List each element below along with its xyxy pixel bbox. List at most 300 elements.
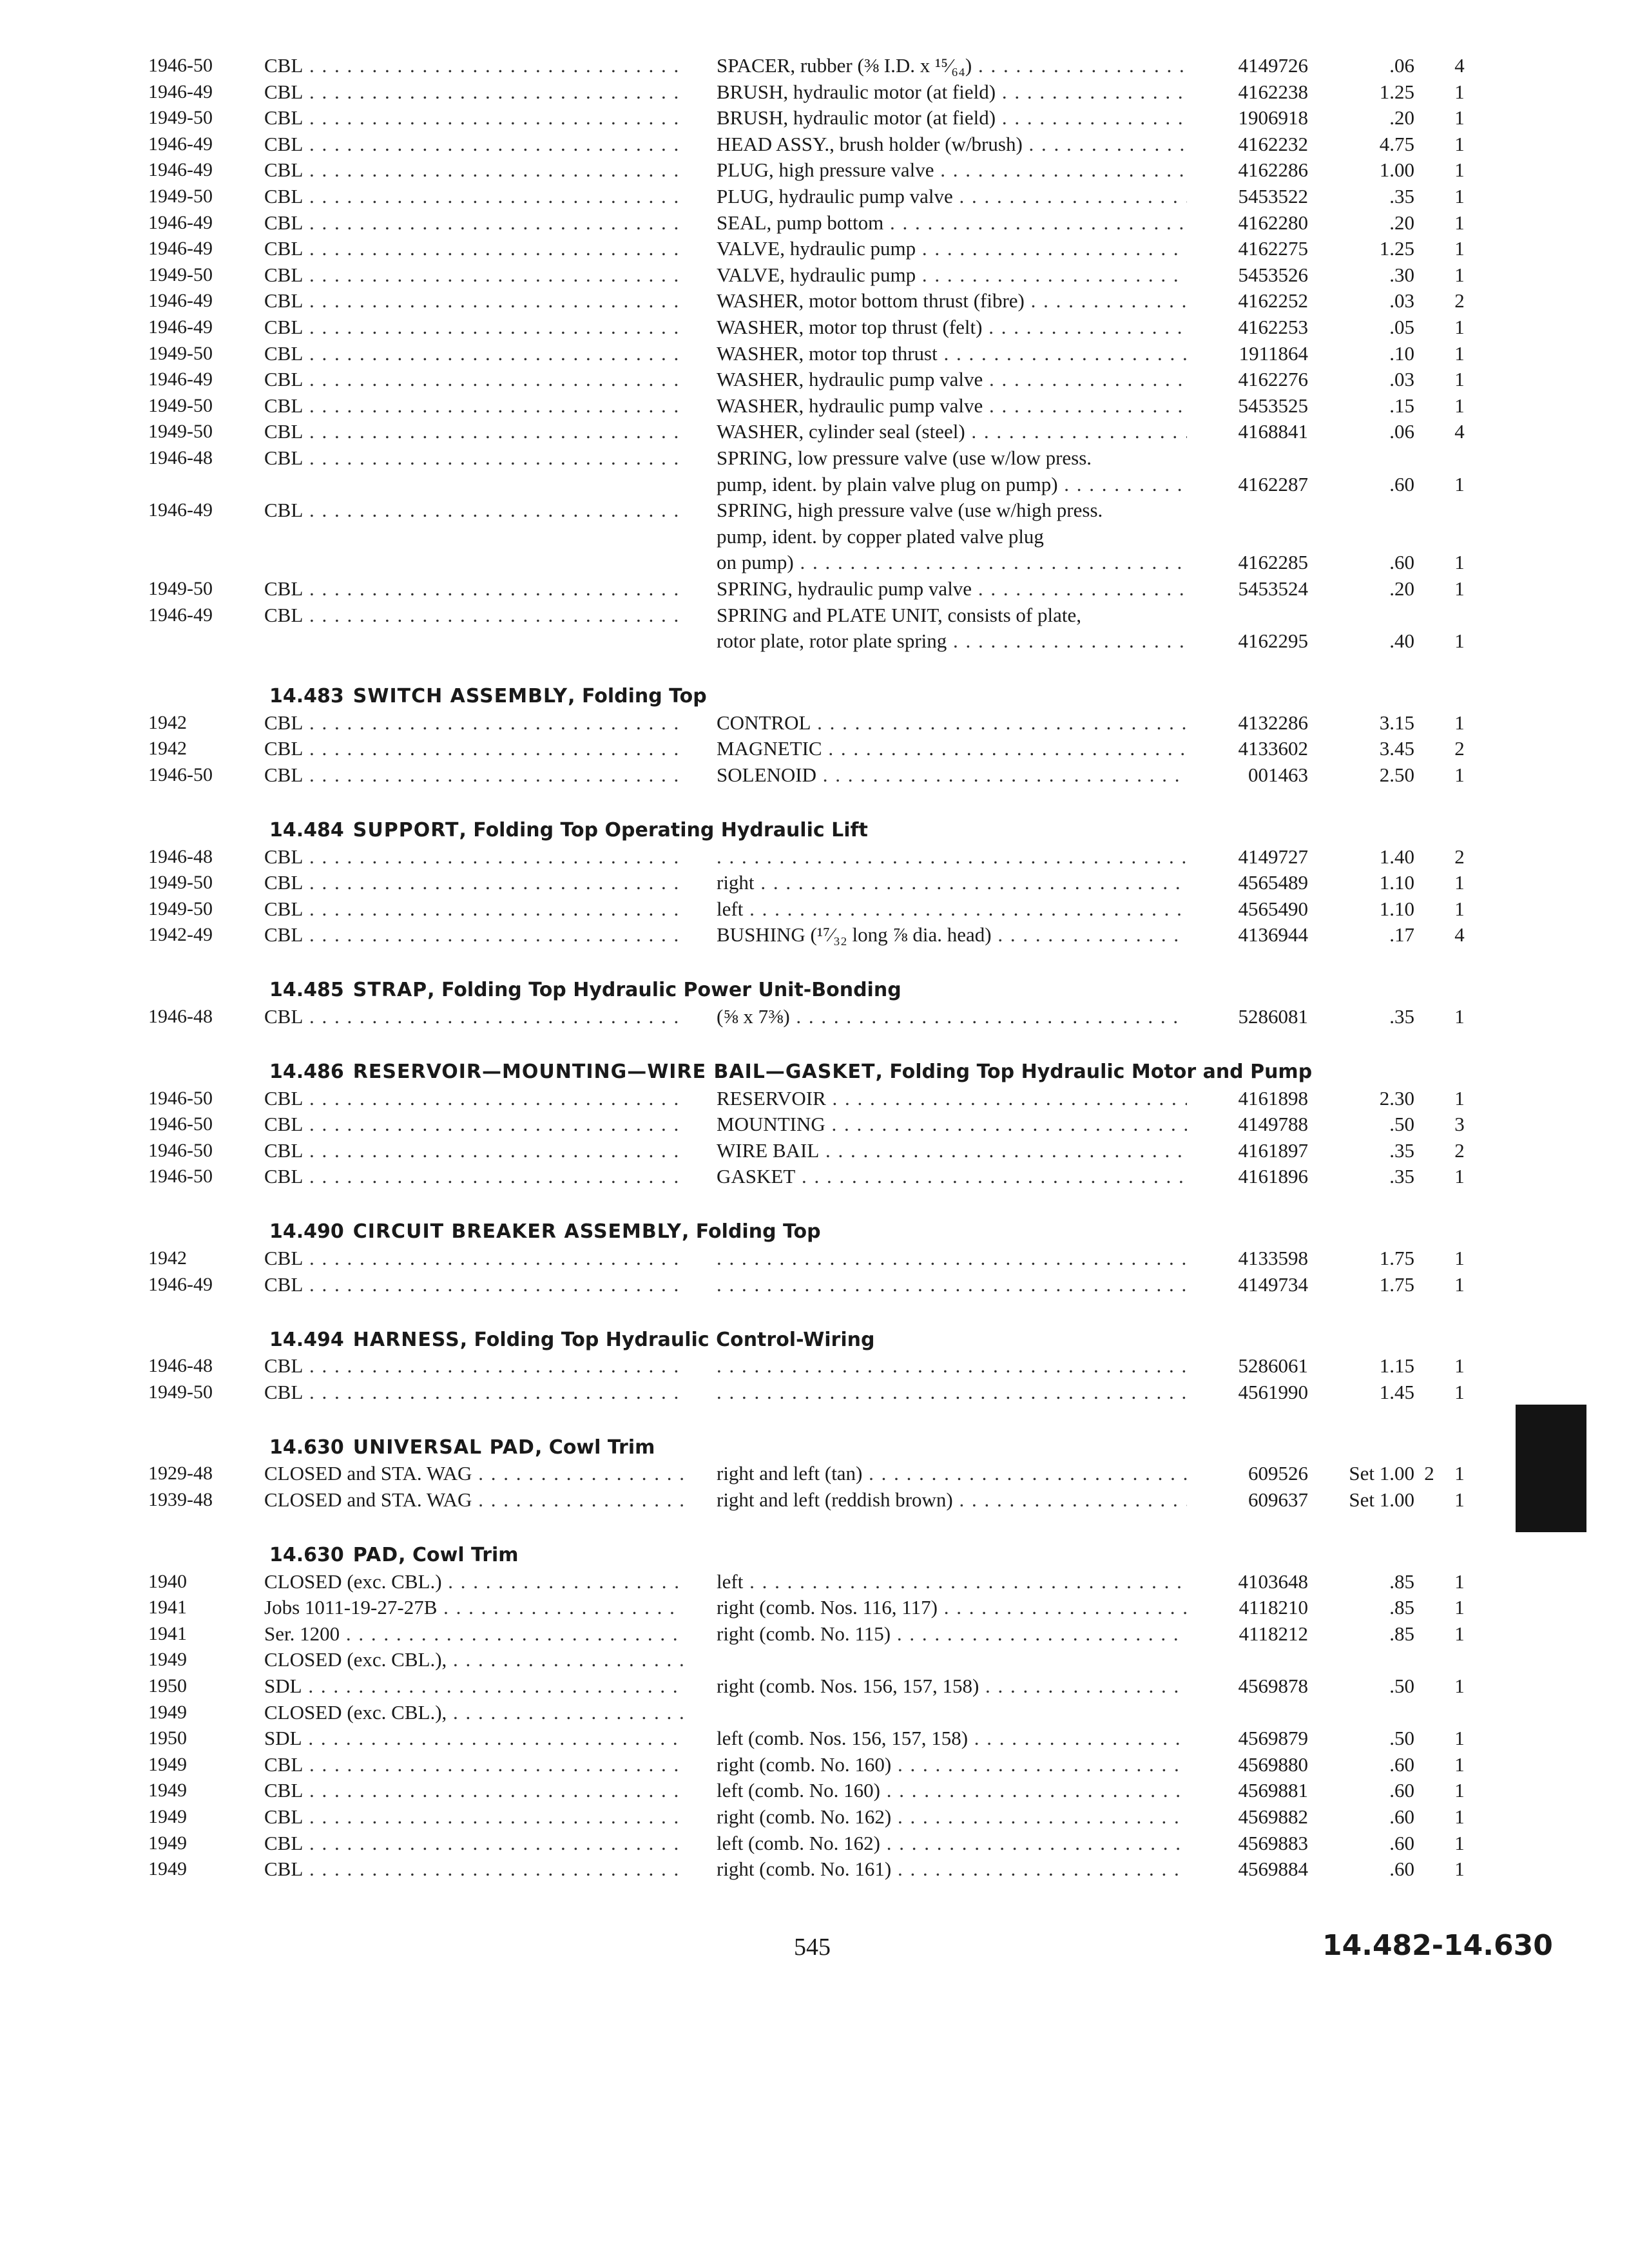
body-model: CLOSED (exc. CBL.), . . . — [264, 1647, 683, 1673]
part-number: 4162252 — [1238, 289, 1308, 312]
part-row — [0, 1752, 1629, 1778]
part-number: 4149726 — [1238, 54, 1308, 77]
list-price: 1.15 — [1379, 1354, 1414, 1378]
body-model: CBL . . . — [264, 314, 683, 340]
part-description: right (comb. No. 162) . . . — [717, 1804, 1187, 1830]
list-price: 2.30 — [1379, 1086, 1414, 1110]
list-price: .03 — [1389, 368, 1414, 391]
part-description: pump, ident. by copper plated valve plug — [717, 524, 1044, 548]
quantity: 1 — [1454, 1858, 1465, 1881]
year-range: 1949-50 — [148, 342, 213, 364]
body-model: CBL . . . — [264, 184, 683, 209]
part-description: left (comb. No. 162) . . . — [717, 1831, 1187, 1856]
part-row — [0, 1461, 1629, 1486]
list-price: 1.10 — [1379, 897, 1414, 920]
body-model: CLOSED and STA. WAG . . . — [264, 1487, 683, 1513]
part-row — [0, 1111, 1629, 1137]
year-range: 1949-50 — [148, 872, 213, 894]
section-title: CIRCUIT BREAKER ASSEMBLY — [352, 1220, 682, 1244]
quantity: 1 — [1454, 1005, 1465, 1028]
part-number: 5453526 — [1238, 263, 1308, 286]
body-model: CBL . . . — [264, 1353, 683, 1379]
part-description — [717, 1379, 1187, 1405]
section-heading — [269, 1219, 821, 1245]
part-description: SPRING and PLATE UNIT, consists of plate, — [717, 603, 1081, 626]
list-price: Set 1.00 — [1349, 1462, 1414, 1485]
part-description: right (comb. No. 160) . . . — [717, 1752, 1187, 1778]
list-price: .40 — [1389, 629, 1414, 653]
year-range: 1946-50 — [148, 1166, 213, 1187]
section-heading — [269, 1059, 1312, 1085]
body-model: CBL . . . — [264, 1245, 683, 1271]
part-row — [0, 1804, 1629, 1830]
part-row — [0, 576, 1629, 602]
list-price: .35 — [1389, 1139, 1414, 1162]
part-description: WASHER, motor top thrust (felt) . . . — [717, 314, 1187, 340]
list-price: .06 — [1389, 420, 1414, 443]
list-price: .60 — [1389, 1779, 1414, 1802]
section-subtitle: , Folding Top Hydraulic Power Unit-Bonding — [427, 979, 901, 1002]
part-description: right . . . — [717, 870, 1187, 896]
part-description: rotor plate, rotor plate spring . . . — [717, 628, 1187, 654]
section-number: 14.484 — [269, 819, 344, 841]
list-price: 4.75 — [1379, 132, 1414, 155]
quantity: 1 — [1454, 1753, 1465, 1776]
list-price: .60 — [1389, 1831, 1414, 1854]
part-description: MAGNETIC . . . — [717, 736, 1187, 762]
quantity: 2 — [1454, 737, 1465, 760]
part-number: 001463 — [1248, 764, 1308, 786]
quantity: 1 — [1454, 1165, 1465, 1188]
year-range: 1940 — [148, 1570, 187, 1592]
list-price: .20 — [1389, 577, 1414, 600]
body-model: CBL . . . — [264, 710, 683, 736]
body-model: CBL . . . — [264, 922, 683, 948]
list-price: 2.50 — [1379, 764, 1414, 786]
section-subtitle: , Folding Top Hydraulic Motor and Pump — [875, 1061, 1313, 1083]
part-description: RESERVOIR . . . — [717, 1086, 1187, 1111]
year-range: 1949 — [148, 1780, 187, 1802]
year-range: 1946-48 — [148, 1006, 213, 1027]
year-range: 1946-48 — [148, 447, 213, 468]
body-model: SDL . . . — [264, 1673, 683, 1699]
list-price: 1.25 — [1379, 80, 1414, 103]
section-number: 14.630 — [269, 1436, 344, 1459]
quantity: 1 — [1454, 629, 1465, 653]
year-range: 1941 — [148, 1622, 187, 1644]
body-model: CBL . . . — [264, 79, 683, 105]
list-price: .05 — [1389, 316, 1414, 338]
quantity: 1 — [1454, 1273, 1465, 1296]
quantity: 1 — [1454, 711, 1465, 734]
quantity: 1 — [1454, 368, 1465, 391]
part-number: 4161897 — [1238, 1139, 1308, 1162]
section-title: PAD — [352, 1544, 399, 1566]
part-description: SPRING, low pressure valve (use w/low press. — [717, 447, 1092, 469]
page-number: 545 — [794, 1934, 831, 1961]
quantity: 4 — [1454, 923, 1465, 947]
part-row — [0, 710, 1629, 736]
year-range: 1949-50 — [148, 264, 213, 285]
part-row — [0, 1086, 1629, 1111]
part-number: 1911864 — [1239, 341, 1308, 365]
part-description: CONTROL . . . — [717, 710, 1187, 736]
list-price: 1.75 — [1379, 1247, 1414, 1269]
part-row — [0, 1245, 1629, 1271]
quantity: 4 — [1454, 420, 1465, 443]
year-range: 1949 — [148, 1806, 187, 1827]
list-price: .60 — [1389, 472, 1414, 495]
part-description: SPACER, rubber (⅜ I.D. x ¹⁵⁄₆₄) . . . — [717, 53, 1187, 79]
part-description — [717, 844, 1187, 870]
part-row — [0, 1778, 1629, 1803]
list-price: .03 — [1389, 289, 1414, 312]
part-row — [0, 1487, 1629, 1513]
list-price: .35 — [1389, 1005, 1414, 1028]
list-price: 1.00 — [1379, 159, 1414, 182]
year-range: 1942 — [148, 711, 187, 733]
part-number: 4149727 — [1238, 845, 1308, 868]
quantity: 2 — [1454, 1139, 1465, 1162]
part-number: 4149788 — [1238, 1113, 1308, 1136]
year-range: 1946-49 — [148, 133, 213, 155]
body-model: CBL . . . — [264, 844, 683, 870]
body-model: CBL . . . — [264, 367, 683, 392]
part-number: 4162253 — [1238, 316, 1308, 338]
part-row — [0, 896, 1629, 922]
part-description: right and left (reddish brown) . . . — [717, 1487, 1187, 1513]
part-description — [717, 1272, 1187, 1298]
part-number: 4162275 — [1238, 237, 1308, 260]
year-range: 1949 — [148, 1832, 187, 1854]
body-model: CBL . . . — [264, 576, 683, 602]
list-price: .60 — [1389, 1858, 1414, 1881]
part-row — [0, 762, 1629, 788]
part-description: WIRE BAIL . . . — [717, 1138, 1187, 1164]
year-range: 1949-50 — [148, 578, 213, 599]
part-row — [0, 524, 1629, 550]
year-range: 1949 — [148, 1858, 187, 1880]
part-row — [0, 844, 1629, 870]
part-row — [0, 1831, 1629, 1856]
section-number: 14.485 — [269, 979, 344, 1002]
section-number: 14.483 — [269, 685, 344, 708]
part-row — [0, 1164, 1629, 1189]
quantity: 1 — [1454, 1086, 1465, 1110]
part-row — [0, 1647, 1629, 1673]
list-price: .85 — [1389, 1622, 1414, 1645]
section-title: STRAP — [352, 979, 428, 1002]
body-model: CLOSED (exc. CBL.), . . . — [264, 1700, 683, 1725]
body-model: CBL . . . — [264, 131, 683, 157]
part-number: 4136944 — [1238, 923, 1308, 947]
part-description: BRUSH, hydraulic motor (at field) . . . — [717, 105, 1187, 131]
quantity: 1 — [1454, 132, 1465, 155]
part-description: PLUG, hydraulic pump valve . . . — [717, 184, 1187, 209]
body-model: CBL . . . — [264, 419, 683, 445]
year-range: 1946-48 — [148, 845, 213, 867]
body-model: CBL . . . — [264, 1004, 683, 1030]
part-row — [0, 314, 1629, 340]
part-number: 4162295 — [1238, 629, 1308, 653]
body-model: CBL . . . — [264, 341, 683, 367]
part-row — [0, 1621, 1629, 1647]
part-number: 4118210 — [1239, 1596, 1308, 1619]
year-range: 1949-50 — [148, 394, 213, 416]
list-price: .60 — [1389, 1753, 1414, 1776]
part-row — [0, 1673, 1629, 1699]
quantity: 1 — [1454, 871, 1465, 894]
quantity: 4 — [1454, 54, 1465, 77]
part-description: BUSHING (¹⁷⁄₃₂ long ⅞ dia. head) . . . — [717, 922, 1187, 948]
part-number: 5286081 — [1238, 1005, 1308, 1028]
quantity: 1 — [1454, 341, 1465, 365]
body-model: CLOSED (exc. CBL.) . . . — [264, 1569, 683, 1595]
part-description: VALVE, hydraulic pump . . . — [717, 236, 1187, 262]
list-price: .30 — [1389, 263, 1414, 286]
part-number: 4161896 — [1238, 1165, 1308, 1188]
quantity: 1 — [1454, 237, 1465, 260]
part-row — [0, 53, 1629, 79]
part-row — [0, 1569, 1629, 1595]
part-description: WASHER, hydraulic pump valve . . . — [717, 393, 1187, 419]
part-row — [0, 79, 1629, 105]
year-range: 1946-50 — [148, 1139, 213, 1161]
list-price: 1.40 — [1379, 845, 1414, 868]
section-heading — [269, 684, 707, 709]
year-range: 1946-49 — [148, 238, 213, 260]
body-model: CBL . . . — [264, 896, 683, 922]
part-number: 4162276 — [1238, 368, 1308, 391]
year-range: 1942 — [148, 1247, 187, 1269]
part-row — [0, 736, 1629, 762]
section-number: 14.630 — [269, 1544, 344, 1566]
year-range: 1949-50 — [148, 186, 213, 207]
list-price: .17 — [1389, 923, 1414, 947]
year-range: 1929-48 — [148, 1463, 213, 1485]
part-row — [0, 184, 1629, 209]
part-row — [0, 870, 1629, 896]
body-model: CBL . . . — [264, 736, 683, 762]
body-model: CBL . . . — [264, 1831, 683, 1856]
body-model: CBL . . . — [264, 870, 683, 896]
year-range: 1946-49 — [148, 81, 213, 102]
part-row — [0, 236, 1629, 262]
part-row — [0, 105, 1629, 131]
part-number: 4168841 — [1238, 420, 1308, 443]
part-row — [0, 922, 1629, 948]
list-price: 1.75 — [1379, 1273, 1414, 1296]
part-number: 4162280 — [1238, 211, 1308, 234]
quantity: 1 — [1454, 1488, 1465, 1511]
list-price: .10 — [1389, 341, 1414, 365]
section-subtitle: , Cowl Trim — [398, 1544, 519, 1566]
part-row — [0, 1725, 1629, 1751]
body-model: CBL . . . — [264, 288, 683, 314]
part-row — [0, 1379, 1629, 1405]
part-row — [0, 341, 1629, 367]
year-range: 1946-49 — [148, 211, 213, 233]
body-model: CBL . . . — [264, 1138, 683, 1164]
body-model: CBL . . . — [264, 1086, 683, 1111]
quantity: 1 — [1454, 1622, 1465, 1645]
part-row — [0, 472, 1629, 497]
quantity: 1 — [1454, 211, 1465, 234]
part-row — [0, 550, 1629, 575]
quantity: 1 — [1454, 1596, 1465, 1619]
quantity: 1 — [1454, 1247, 1465, 1269]
list-price: .35 — [1389, 1165, 1414, 1188]
body-model: CBL . . . — [264, 236, 683, 262]
list-price: .50 — [1389, 1113, 1414, 1136]
section-title: SUPPORT — [352, 819, 459, 841]
list-price: 1.45 — [1379, 1380, 1414, 1403]
list-price: .60 — [1389, 551, 1414, 574]
body-model: CBL . . . — [264, 393, 683, 419]
part-row — [0, 602, 1629, 628]
list-price: .20 — [1389, 106, 1414, 130]
year-range: 1949-50 — [148, 421, 213, 443]
part-row — [0, 1272, 1629, 1298]
part-row — [0, 1004, 1629, 1030]
body-model: CBL . . . — [264, 53, 683, 79]
part-row — [0, 367, 1629, 392]
section-subtitle: , Folding Top Operating Hydraulic Lift — [459, 819, 868, 841]
part-number: 4569884 — [1238, 1858, 1308, 1881]
quantity: 1 — [1454, 1675, 1465, 1697]
part-row — [0, 1353, 1629, 1379]
part-row — [0, 210, 1629, 236]
part-description: HEAD ASSY., brush holder (w/brush) . . . — [717, 131, 1187, 157]
year-range: 1950 — [148, 1727, 187, 1749]
part-row — [0, 1595, 1629, 1620]
quantity: 1 — [1454, 472, 1465, 495]
year-range: 1949 — [148, 1701, 187, 1723]
year-range: 1946-49 — [148, 369, 213, 390]
year-range: 1946-49 — [148, 1273, 213, 1295]
part-row — [0, 419, 1629, 445]
part-number: 4569880 — [1238, 1753, 1308, 1776]
section-subtitle: , Cowl Trim — [534, 1436, 655, 1459]
part-description — [717, 1245, 1187, 1271]
quantity: 1 — [1454, 551, 1465, 574]
body-model: SDL . . . — [264, 1725, 683, 1751]
body-model: CBL . . . — [264, 445, 683, 471]
part-description: right (comb. No. 115) . . . — [717, 1621, 1187, 1647]
part-number: 4162286 — [1238, 159, 1308, 182]
part-description: BRUSH, hydraulic motor (at field) . . . — [717, 79, 1187, 105]
part-number: 4132286 — [1238, 711, 1308, 734]
part-description: SPRING, high pressure valve (use w/high press. — [717, 499, 1103, 522]
list-price: 3.45 — [1379, 737, 1414, 760]
section-subtitle: , Folding Top — [568, 685, 707, 708]
body-model: CBL . . . — [264, 497, 683, 523]
year-range: 1946-49 — [148, 159, 213, 181]
body-model: CBL . . . — [264, 1379, 683, 1405]
part-number: 4118212 — [1239, 1622, 1308, 1645]
quantity: 3 — [1454, 1113, 1465, 1136]
part-description: VALVE, hydraulic pump . . . — [717, 262, 1187, 288]
list-price: .50 — [1389, 1675, 1414, 1697]
part-number: 4133602 — [1238, 737, 1308, 760]
part-row — [0, 628, 1629, 654]
section-number: 14.494 — [269, 1328, 344, 1351]
year-range: 1949-50 — [148, 1381, 213, 1403]
part-description: left . . . — [717, 1569, 1187, 1595]
body-model: Ser. 1200 . . . — [264, 1621, 683, 1647]
year-range: 1939-48 — [148, 1489, 213, 1510]
quantity: 1 — [1454, 897, 1465, 920]
quantity: 1 — [1454, 577, 1465, 600]
year-range: 1946-50 — [148, 55, 213, 76]
section-number: 14.486 — [269, 1061, 344, 1083]
year-range: 1941 — [148, 1597, 187, 1619]
part-description: SEAL, pump bottom . . . — [717, 210, 1187, 236]
list-price: 1.10 — [1379, 871, 1414, 894]
section-range: 14.482-14.630 — [1322, 1929, 1553, 1962]
quantity: 1 — [1454, 106, 1465, 130]
part-description: WASHER, cylinder seal (steel) . . . — [717, 419, 1187, 445]
list-price: .85 — [1389, 1570, 1414, 1593]
section-subtitle: , Folding Top Hydraulic Control-Wiring — [459, 1328, 875, 1351]
quantity: 1 — [1454, 1380, 1465, 1403]
part-description: SPRING, hydraulic pump valve . . . — [717, 576, 1187, 602]
list-price: .20 — [1389, 211, 1414, 234]
list-price: Set 1.00 — [1349, 1488, 1414, 1511]
body-model: CBL . . . — [264, 262, 683, 288]
list-price: .50 — [1389, 1727, 1414, 1750]
part-description: WASHER, hydraulic pump valve . . . — [717, 367, 1187, 392]
quantity: 1 — [1454, 80, 1465, 103]
part-row — [0, 497, 1629, 523]
quantity: 1 — [1454, 1779, 1465, 1802]
part-number: 4103648 — [1238, 1570, 1308, 1593]
part-row — [0, 1138, 1629, 1164]
section-heading — [269, 1327, 874, 1353]
list-price: .15 — [1389, 394, 1414, 417]
part-description: left . . . — [717, 896, 1187, 922]
part-number: 4565489 — [1238, 871, 1308, 894]
year-range: 1949-50 — [148, 898, 213, 919]
part-description: WASHER, motor bottom thrust (fibre) . . . — [717, 288, 1187, 314]
body-model: CBL . . . — [264, 210, 683, 236]
section-heading — [269, 1542, 519, 1568]
year-range: 1946-48 — [148, 1355, 213, 1377]
part-description: WASHER, motor top thrust . . . — [717, 341, 1187, 367]
body-model: CBL . . . — [264, 1164, 683, 1189]
body-model: CBL . . . — [264, 1752, 683, 1778]
quantity: 1 — [1454, 1354, 1465, 1378]
list-price: .06 — [1389, 54, 1414, 77]
quantity: 2 — [1454, 845, 1465, 868]
year-range: 1949 — [148, 1753, 187, 1775]
year-range: 1950 — [148, 1675, 187, 1696]
year-range: 1946-50 — [148, 764, 213, 785]
part-row — [0, 1856, 1629, 1882]
year-range: 1946-49 — [148, 290, 213, 312]
part-number: 4162285 — [1238, 551, 1308, 574]
part-description: right (comb. No. 161) . . . — [717, 1856, 1187, 1882]
list-price: .35 — [1389, 185, 1414, 207]
part-description: right (comb. Nos. 156, 157, 158) . . . — [717, 1673, 1187, 1699]
part-number: 1906918 — [1238, 106, 1308, 130]
quantity: 1 — [1454, 764, 1465, 786]
section-title: SWITCH ASSEMBLY — [352, 685, 568, 708]
body-model: CBL . . . — [264, 157, 683, 183]
part-row — [0, 445, 1629, 471]
body-model: CBL . . . — [264, 1778, 683, 1803]
part-description: (⅝ x 7⅜) . . . — [717, 1004, 1187, 1030]
